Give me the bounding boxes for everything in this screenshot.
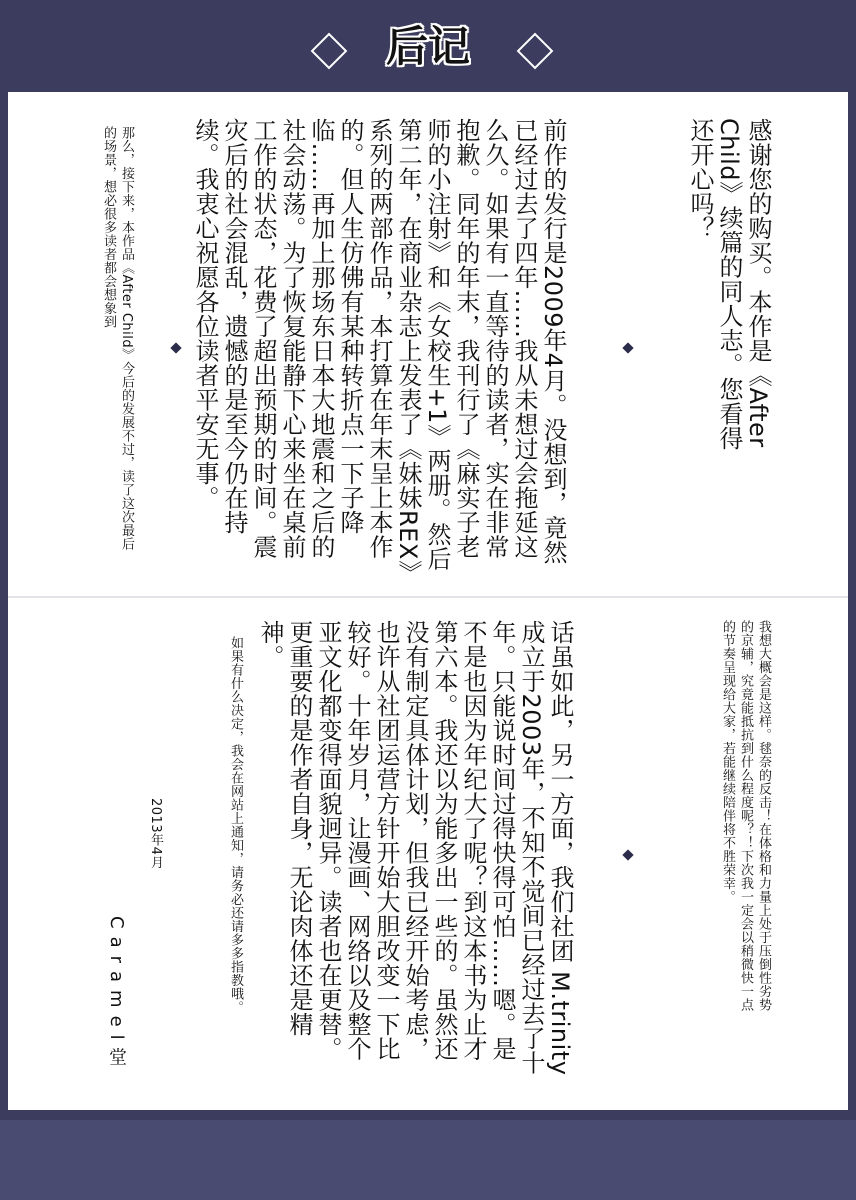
signature: Caramel堂 [106,916,127,1074]
note-1: 那么，接下来，本作品《After Child》今后的发展不过，读了这次最后的场景，想必很多读者都会想象到 [101,126,134,551]
date: 2013年4月 [148,798,163,869]
note-3: 如果有什么决定，我会在网站上通知，请务必还请多多指教哦。 [228,636,243,1014]
note-2: 我想大概会是这样。毬奈的反击！在体格和力量上处于压倒性劣势的京辅，究竟能抵抗到什么程度呢？！下次我一定会以稍微快一点的节奏呈现给大家，若能继续陪伴将不胜荣幸。 [720,620,771,1012]
page-title: 后记 [385,22,470,71]
footer-bar [0,1110,856,1200]
section-divider [8,596,848,598]
paragraph-2: 话虽如此，另一方面，我们社团 M.trinity 成立于2003年，不知不觉间已经过去了十年。只能说时间过得快得可怕……嗯。是不是也因为年纪大了呢？到这本书为止才第六本。我还以为能多出一些的。虽然还没有制定具体计划，但我已经开始考虑，也许从社团运营方针开始大胆改变一下比较好。十年岁月，让漫画、网络以及整个亚文化都变得面貌迥异。读者也在更替。更重要的是作者自身，无论肉体还是精神。 [256,620,574,1076]
intro-text: 感谢您的购买。本作是《After Child》续篇的同人志。您看得还开心吗？ [686,118,772,451]
paragraph-1: 前作的发行是2009年4月。没想到，竟然已经过去了四年……我从未想过会拖延这么久。如果有一直等待的读者，实在非常抱歉。同年的年末，我刊行了《麻实子老师的小注射》和《女校生+1》两册。然后第二年，在商业杂志上发表了《妹妹REX》系列的两部作品，本打算在年末呈上本作的。但人生仿佛有某种转折点一下子降临……再加上那场东日本大地震和之后的社会动荡。为了恢复能静下心来坐在桌前工作的状态，花费了超出预期的时间。震灾后的社会混乱，遗憾的是至今仍在持续。我衷心祝愿各位读者平安无事。 [191,118,567,573]
